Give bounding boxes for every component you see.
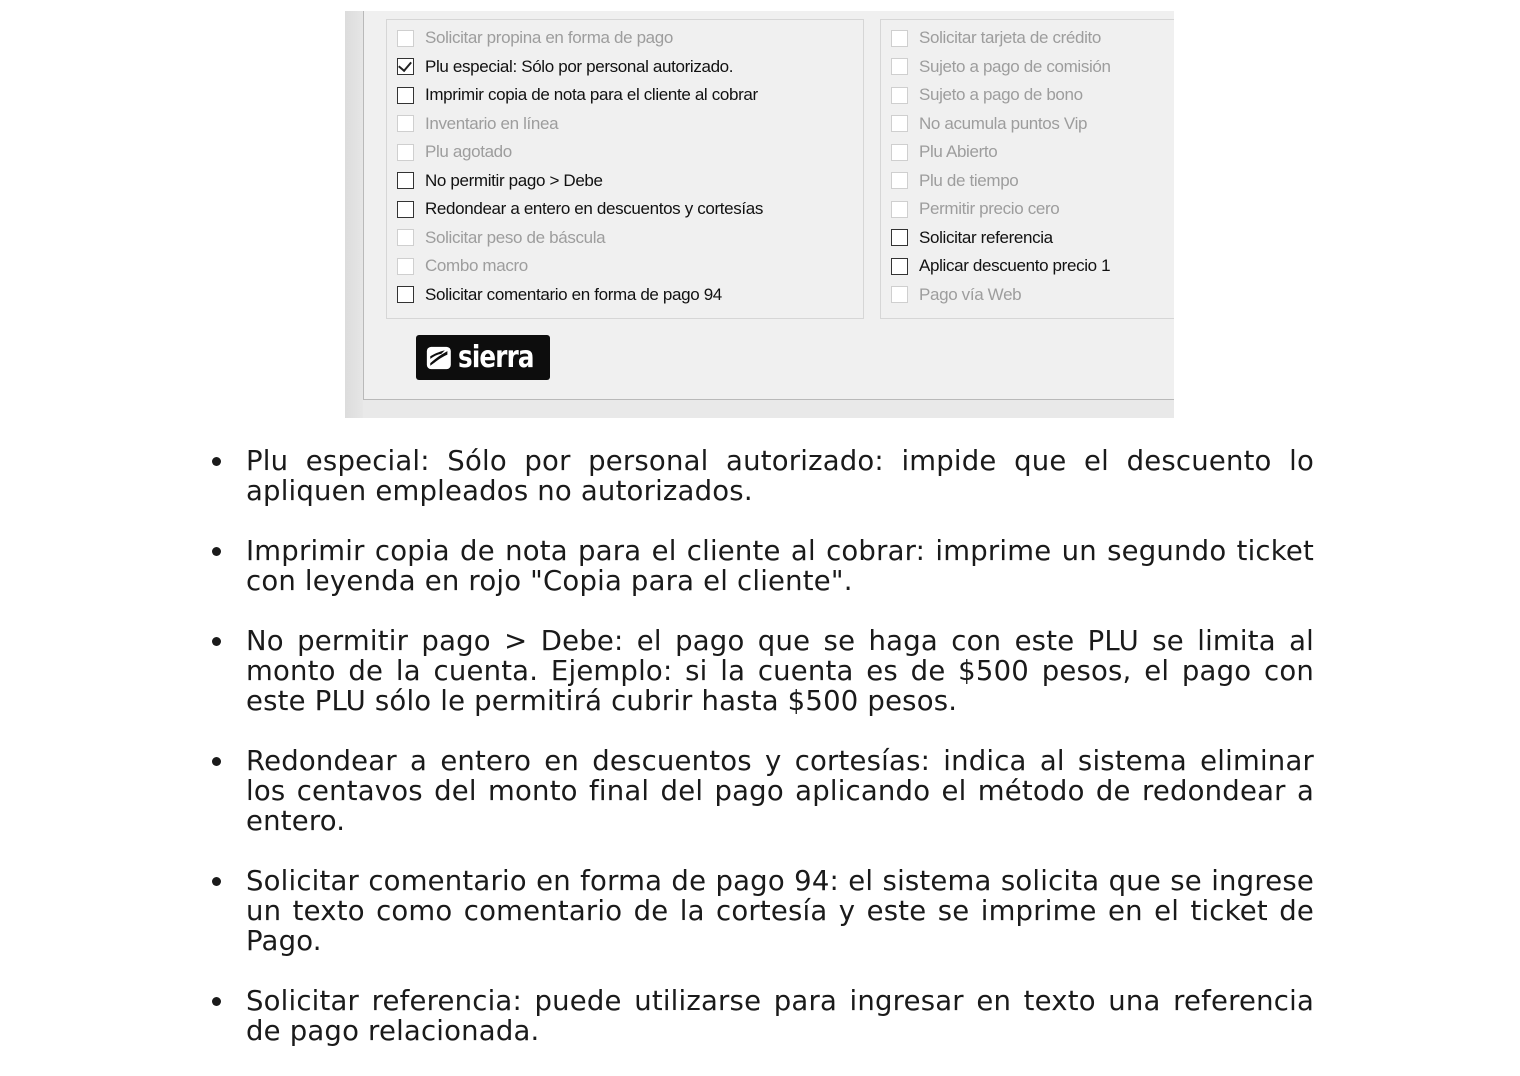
- checkbox: [891, 286, 908, 303]
- checkbox-label: Solicitar tarjeta de crédito: [919, 28, 1102, 47]
- checkbox-label: Aplicar descuento precio 1: [919, 256, 1111, 275]
- checkbox-label: Pago vía Web: [919, 284, 1022, 304]
- left-option-checkbox-row[interactable]: [397, 196, 763, 222]
- plu-options-dialog: [363, 11, 1174, 400]
- left-option-checkbox-row[interactable]: [397, 168, 603, 194]
- right-option-checkbox-row[interactable]: [891, 253, 1110, 279]
- list-item: [206, 746, 1314, 836]
- list-item-text: Redondear a entero en descuentos y cortesías: indica al sistema eliminar los centavos del monto final del pago aplicando el método de redondear a entero.: [246, 745, 1314, 837]
- checkbox: [891, 201, 908, 218]
- right-options-group: [880, 19, 1174, 319]
- option-descriptions-list: [206, 446, 1314, 1076]
- checkbox-label: Sujeto a pago de bono: [919, 85, 1083, 104]
- sierra-logo-icon: [426, 344, 452, 372]
- left-option-checkbox-row: [397, 139, 512, 165]
- bullet-icon: [212, 457, 221, 466]
- checkbox[interactable]: [891, 229, 908, 246]
- settings-screenshot: [345, 11, 1174, 418]
- checkbox: [397, 229, 414, 246]
- checkbox-label: Plu Abierto: [919, 142, 998, 161]
- right-option-checkbox-row: [891, 82, 1083, 108]
- checkbox: [397, 144, 414, 161]
- checkbox[interactable]: [397, 87, 414, 104]
- list-item: [206, 986, 1314, 1046]
- left-option-checkbox-row[interactable]: [397, 82, 758, 108]
- checkbox[interactable]: [397, 286, 414, 303]
- checkbox[interactable]: [397, 201, 414, 218]
- checkbox-label: Solicitar peso de báscula: [425, 227, 606, 247]
- left-option-checkbox-row[interactable]: [397, 282, 722, 308]
- checkbox: [891, 87, 908, 104]
- left-option-checkbox-row: [397, 111, 558, 137]
- checkbox-label: Redondear a entero en descuentos y cortesías: [425, 199, 764, 218]
- list-item: [206, 446, 1314, 506]
- checkbox-label: Solicitar comentario en forma de pago 94: [425, 284, 722, 304]
- checkbox-label: Permitir precio cero: [919, 199, 1060, 218]
- checkbox: [891, 115, 908, 132]
- list-item: [206, 626, 1314, 716]
- checkbox-label: No permitir pago > Debe: [425, 170, 603, 190]
- checkbox: [397, 258, 414, 275]
- sierra-logo-text: sierra: [457, 340, 534, 375]
- list-item-text: Solicitar comentario en forma de pago 94: el sistema solicita que se ingrese un texto como comentario de la cortesía y este se imprime en el ticket de Pago.: [246, 865, 1314, 957]
- checkbox-label: Plu de tiempo: [919, 170, 1019, 190]
- left-option-checkbox-row[interactable]: [397, 54, 733, 80]
- right-option-checkbox-row: [891, 25, 1101, 51]
- checkbox: [397, 30, 414, 47]
- right-option-checkbox-row: [891, 282, 1021, 308]
- list-item-text: Plu especial: Sólo por personal autorizado: impide que el descuento lo apliquen empleados no autorizados.: [246, 445, 1314, 507]
- right-option-checkbox-row: [891, 168, 1018, 194]
- checkbox-label: Sujeto a pago de comisión: [919, 56, 1111, 76]
- checkbox-label: Plu especial: Sólo por personal autorizado.: [425, 56, 734, 76]
- checkbox: [891, 172, 908, 189]
- checkbox-label: Solicitar propina en forma de pago: [425, 28, 673, 47]
- screenshot-shadow: [345, 11, 363, 418]
- left-option-checkbox-row: [397, 225, 605, 251]
- checkbox: [397, 115, 414, 132]
- left-option-checkbox-row: [397, 25, 673, 51]
- list-item-text: No permitir pago > Debe: el pago que se haga con este PLU se limita al monto de la cuenta. Ejemplo: si la cuenta es de $500 pesos, el pago con este PLU sólo le permitirá cubrir hasta $500 pesos.: [246, 625, 1314, 717]
- bullet-icon: [212, 547, 221, 556]
- list-item: [206, 866, 1314, 956]
- checkbox[interactable]: [397, 58, 414, 75]
- bullet-icon: [212, 757, 221, 766]
- list-item: [206, 536, 1314, 596]
- checkbox-label: Inventario en línea: [425, 113, 559, 133]
- bullet-icon: [212, 877, 221, 886]
- right-option-checkbox-row: [891, 139, 997, 165]
- checkbox-label: Imprimir copia de nota para el cliente al cobrar: [425, 85, 758, 104]
- right-option-checkbox-row: [891, 196, 1059, 222]
- checkbox: [891, 58, 908, 75]
- checkbox-label: Plu agotado: [425, 142, 512, 161]
- right-option-checkbox-row: [891, 54, 1111, 80]
- checkbox-label: Combo macro: [425, 256, 528, 275]
- checkbox-label: No acumula puntos Vip: [919, 113, 1088, 133]
- bullet-icon: [212, 637, 221, 646]
- list-item-text: Imprimir copia de nota para el cliente al cobrar: imprime un segundo ticket con leyenda en rojo "Copia para el cliente".: [246, 535, 1314, 597]
- checkbox[interactable]: [397, 172, 414, 189]
- checkbox[interactable]: [891, 258, 908, 275]
- sierra-logo: [416, 335, 550, 380]
- checkbox: [891, 144, 908, 161]
- list-item-text: Solicitar referencia: puede utilizarse para ingresar en texto una referencia de pago relacionada.: [246, 985, 1314, 1047]
- right-option-checkbox-row: [891, 111, 1087, 137]
- bullet-icon: [212, 997, 221, 1006]
- left-options-group: [386, 19, 864, 319]
- checkmark-icon: [398, 58, 412, 72]
- checkbox-label: Solicitar referencia: [919, 227, 1053, 247]
- right-option-checkbox-row[interactable]: [891, 225, 1053, 251]
- left-option-checkbox-row: [397, 253, 528, 279]
- checkbox: [891, 30, 908, 47]
